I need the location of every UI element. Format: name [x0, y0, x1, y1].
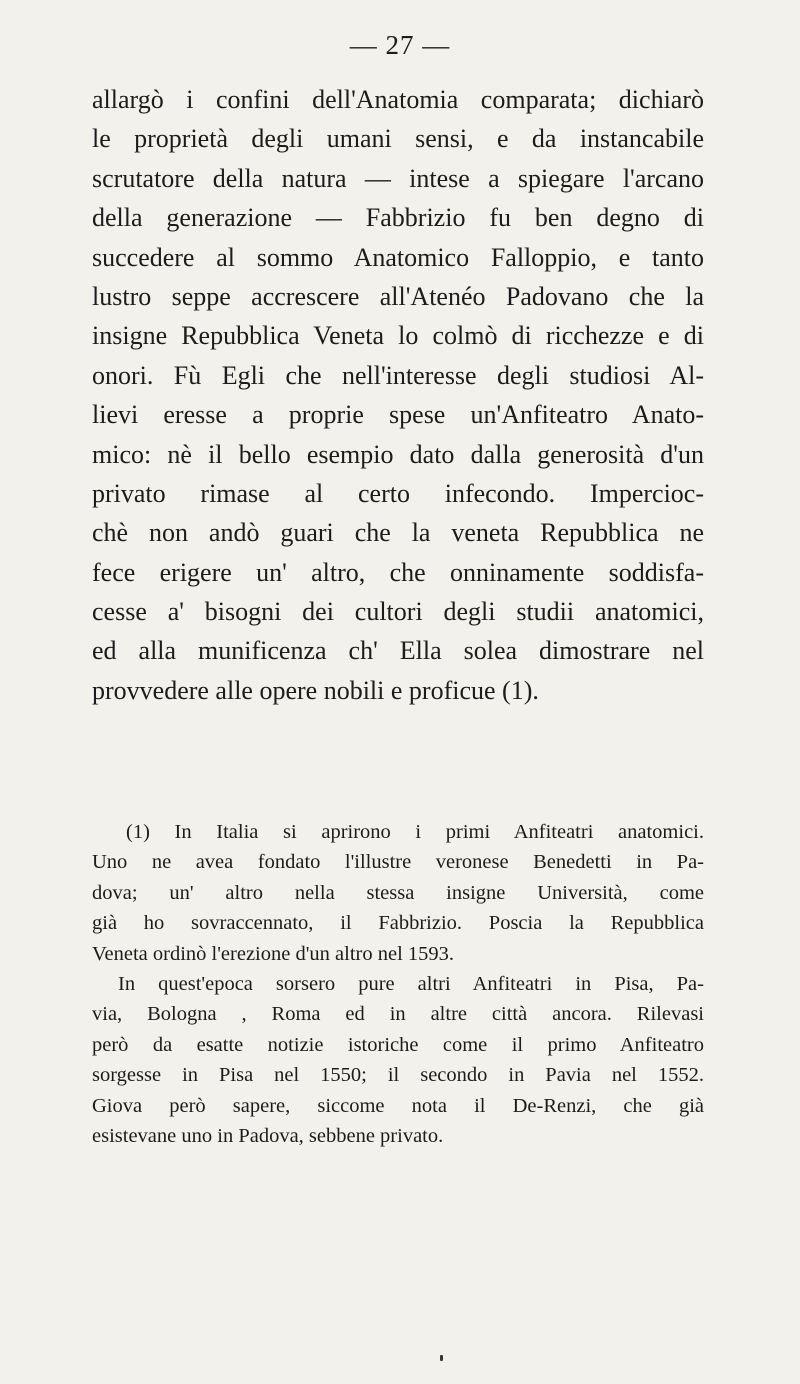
footnote-line: Veneta ordinò l'erezione d'un altro nel 1593.: [92, 942, 455, 965]
footnote-line: sorgesse in Pisa nel 1550; il secondo in Pavia nel 1552.: [92, 1064, 704, 1087]
footnote-line: (1) In Italia si aprirono i primi Anfiteatri anatomici.: [126, 821, 704, 843]
body-line: insigne Repubblica Veneta lo colmò di ricchezze e di: [92, 321, 704, 351]
footnote-line: Uno ne avea fondato l'illustre veronese Benedetti in Pa-: [92, 851, 704, 874]
footnote-line: In quest'epoca sorsero pure altri Anfiteatri in Pisa, Pa-: [118, 972, 704, 995]
body-line: privato rimase al certo infecondo. Impercioc-: [92, 478, 704, 508]
body-line: fece erigere un' altro, che onninamente soddisfa-: [92, 557, 704, 587]
body-line: lievi eresse a proprie spese un'Anfiteatro Anato-: [92, 400, 704, 430]
body-line: lustro seppe accrescere all'Atenéo Padovano che la: [92, 281, 704, 311]
body-line: ed alla munificenza ch' Ella solea dimostrare nel: [92, 636, 704, 666]
body-line: scrutatore della natura — intese a spiegare l'arcano: [92, 163, 704, 193]
body-line: chè non andò guari che la veneta Repubblica ne: [92, 518, 704, 548]
footnote-line: esistevane uno in Padova, sebbene privato.: [92, 1124, 444, 1147]
body-line: le proprietà degli umani sensi, e da instancabile: [92, 124, 704, 154]
footnote-line: dova; un' altro nella stessa insigne Università, come: [92, 881, 704, 904]
body-line: cesse a' bisogni dei cultori degli studii anatomici,: [92, 597, 704, 627]
footnote-line: Giova però sapere, siccome nota il De-Renzi, che già: [92, 1094, 704, 1117]
body-line: allargò i confini dell'Anatomia comparata; dichiarò: [92, 85, 704, 114]
body-line: provvedere alle opere nobili e proficue (1).: [92, 675, 539, 705]
page-number: — 27 —: [349, 30, 451, 60]
ink-speck: [440, 1355, 443, 1361]
footnote: [92, 817, 704, 1151]
body-line: mico: nè il bello esempio dato dalla generosità d'un: [92, 439, 704, 469]
footnote-line: però da esatte notizie istoriche come il primo Anfiteatro: [92, 1033, 704, 1056]
body-line: onori. Fù Egli che nell'interesse degli studiosi Al-: [92, 360, 704, 390]
body-line: succedere al sommo Anatomico Falloppio, e tanto: [92, 242, 704, 272]
footnote-line: via, Bologna , Roma ed in altre città ancora. Rilevasi: [92, 1003, 704, 1026]
footnote-line: già ho sovraccennato, il Fabbrizio. Poscia la Repubblica: [92, 912, 704, 935]
body-text: [92, 80, 704, 710]
body-line: della generazione — Fabbrizio fu ben degno di: [92, 203, 704, 233]
